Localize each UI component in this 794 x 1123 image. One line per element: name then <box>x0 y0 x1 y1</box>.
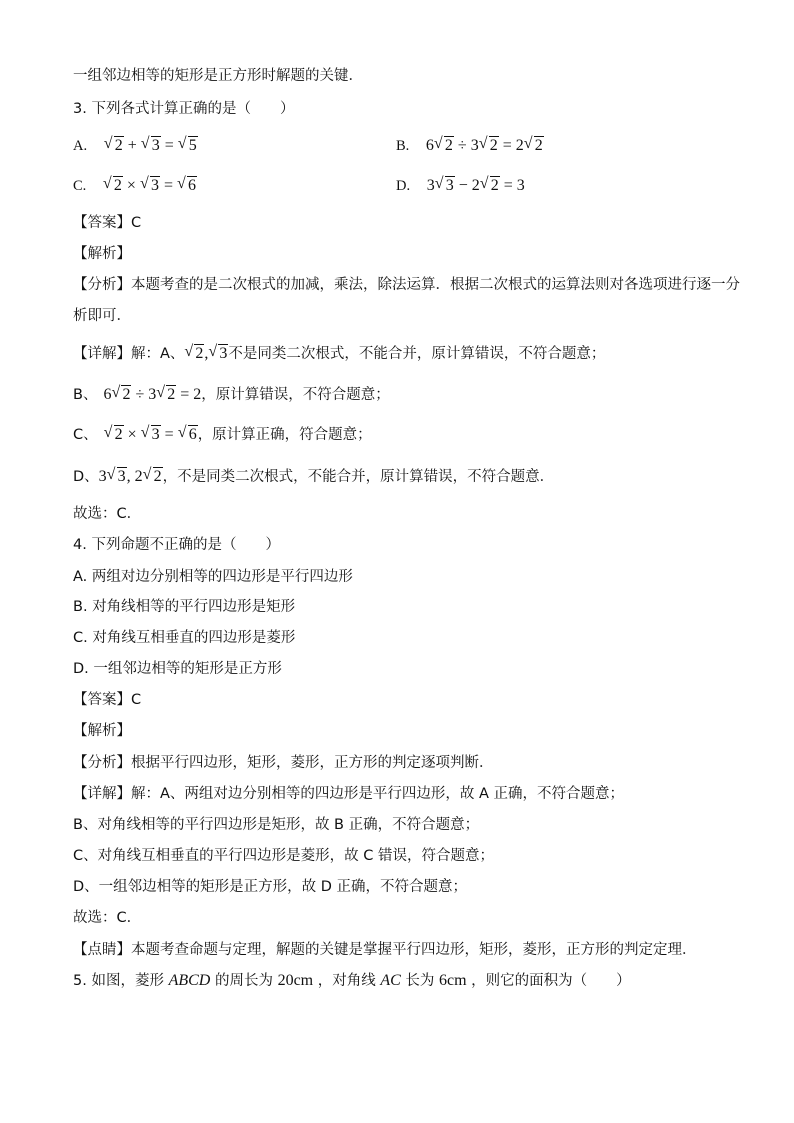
q3-option-c <box>73 176 197 196</box>
detail-c-pre: C、 <box>73 427 98 443</box>
q3-option-d <box>396 176 525 196</box>
q5-diag: AC <box>380 972 401 989</box>
detail-b-pre: B、 <box>73 387 98 403</box>
q3-option-a-expr: √ 2 + √ 3 = √ 5 <box>104 137 198 154</box>
q3-option-b-label: B. <box>396 138 410 154</box>
detail-d-pre: D、 <box>73 469 99 485</box>
detail-tag: 【详解】 <box>73 786 131 802</box>
detail-a-post: 不是同类二次根式，不能合并，原计算错误，不符合题意； <box>228 346 606 362</box>
q3-stem: 3. 下列各式计算正确的是（ ） <box>73 101 295 117</box>
detail-c-expr: √ 2 × √ 3 = √ 6 <box>104 426 198 443</box>
detail-a-text: 解：A、两组对边分别相等的四边形是平行四边形，故 A 正确，不符合题意； <box>131 786 625 802</box>
detail-d-post: ，不是同类二次根式，不能合并，原计算错误，不符合题意． <box>162 469 555 485</box>
q3-fenxi-1 <box>73 275 740 295</box>
q3-detail-b <box>73 385 390 405</box>
intro-line: 一组邻边相等的矩形是正方形时解题的关键． <box>73 68 363 84</box>
q5-perimeter: 20cm <box>277 972 314 989</box>
dianjing-text: 本题考查命题与定理，解题的关键是掌握平行四边形，矩形，菱形，正方形的判定定理． <box>131 942 697 958</box>
q3-option-d-label: D. <box>396 178 411 194</box>
q3-answer <box>73 213 141 233</box>
fenxi-text: 本题考查的是二次根式的加减，乘法，除法运算．根据二次根式的运算法则对各选项进行逐一分 <box>131 277 740 293</box>
q5-stem <box>73 971 631 991</box>
dianjing-tag: 【点睛】 <box>73 942 131 958</box>
q4-detail-a <box>73 784 624 804</box>
answer-tag: 【答案】 <box>73 692 131 708</box>
detail-b-expr: 6√ 2 ÷ 3√ 2 = 2 <box>103 386 201 403</box>
q4-answer <box>73 690 141 710</box>
q3-option-b <box>396 136 544 156</box>
q3-option-c-expr: √ 2 × √ 3 = √ 6 <box>103 177 197 194</box>
q3-option-a <box>73 136 198 156</box>
answer-value: C <box>131 215 142 231</box>
q5-length: 6cm <box>439 972 467 989</box>
q3-option-d-expr: 3√ 3 − 2√ 2 = 3 <box>427 177 525 194</box>
q4-option-c: C. 对角线互相垂直的四边形是菱形 <box>73 630 296 646</box>
fenxi-tag: 【分析】 <box>73 277 131 293</box>
q3-option-c-label: C. <box>73 178 87 194</box>
q5-mid2: ，对角线 <box>317 973 376 989</box>
q4-option-d: D. 一组邻边相等的矩形是正方形 <box>73 661 282 677</box>
detail-a-pre: 解：A、 <box>131 346 185 362</box>
q3-choose: 故选：C． <box>73 506 142 522</box>
q5-pre: 5. 如图，菱形 <box>73 973 164 989</box>
q3-detail-a <box>73 344 605 364</box>
q4-detail-b: B、对角线相等的平行四边形是矩形，故 B 正确，不符合题意； <box>73 817 480 833</box>
q4-choose: 故选：C． <box>73 910 142 926</box>
q5-shape: ABCD <box>168 972 211 989</box>
q3-analysis-tag: 【解析】 <box>73 246 131 262</box>
q3-detail-c <box>73 425 372 445</box>
detail-a-expr: √ 2,√ 3 <box>184 345 228 362</box>
fenxi-tag: 【分析】 <box>73 755 131 771</box>
q3-option-b-expr: 6√ 2 ÷ 3√ 2 = 2√ 2 <box>426 137 544 154</box>
q4-detail-c: C、对角线互相垂直的平行四边形是菱形，故 C 错误，符合题意； <box>73 848 494 864</box>
fenxi-text: 根据平行四边形，矩形，菱形，正方形的判定逐项判断． <box>131 755 494 771</box>
detail-b-post: ，原计算错误，不符合题意； <box>201 387 390 403</box>
detail-tag: 【详解】 <box>73 346 131 362</box>
detail-d-expr: 3√ 3, 2√ 2 <box>99 468 163 485</box>
answer-tag: 【答案】 <box>73 215 131 231</box>
q3-option-a-label: A. <box>73 138 88 154</box>
q4-stem: 4. 下列命题不正确的是（ ） <box>73 537 280 553</box>
q4-dianjing <box>73 940 697 960</box>
q5-mid1: 的周长为 <box>214 973 273 989</box>
q4-option-a: A. 两组对边分别相等的四边形是平行四边形 <box>73 569 353 585</box>
q5-post: ，则它的面积为（ ） <box>471 973 631 989</box>
q4-option-b: B. 对角线相等的平行四边形是矩形 <box>73 599 296 615</box>
q4-fenxi <box>73 753 494 773</box>
detail-c-post: ，原计算正确，符合题意； <box>197 427 372 443</box>
q3-detail-d <box>73 467 554 487</box>
q4-detail-d: D、一组邻边相等的矩形是正方形，故 D 正确，不符合题意； <box>73 879 468 895</box>
q5-mid3: 长为 <box>405 973 435 989</box>
q4-analysis-tag: 【解析】 <box>73 723 131 739</box>
answer-value: C <box>131 692 142 708</box>
q3-fenxi-2: 析即可． <box>73 308 131 324</box>
